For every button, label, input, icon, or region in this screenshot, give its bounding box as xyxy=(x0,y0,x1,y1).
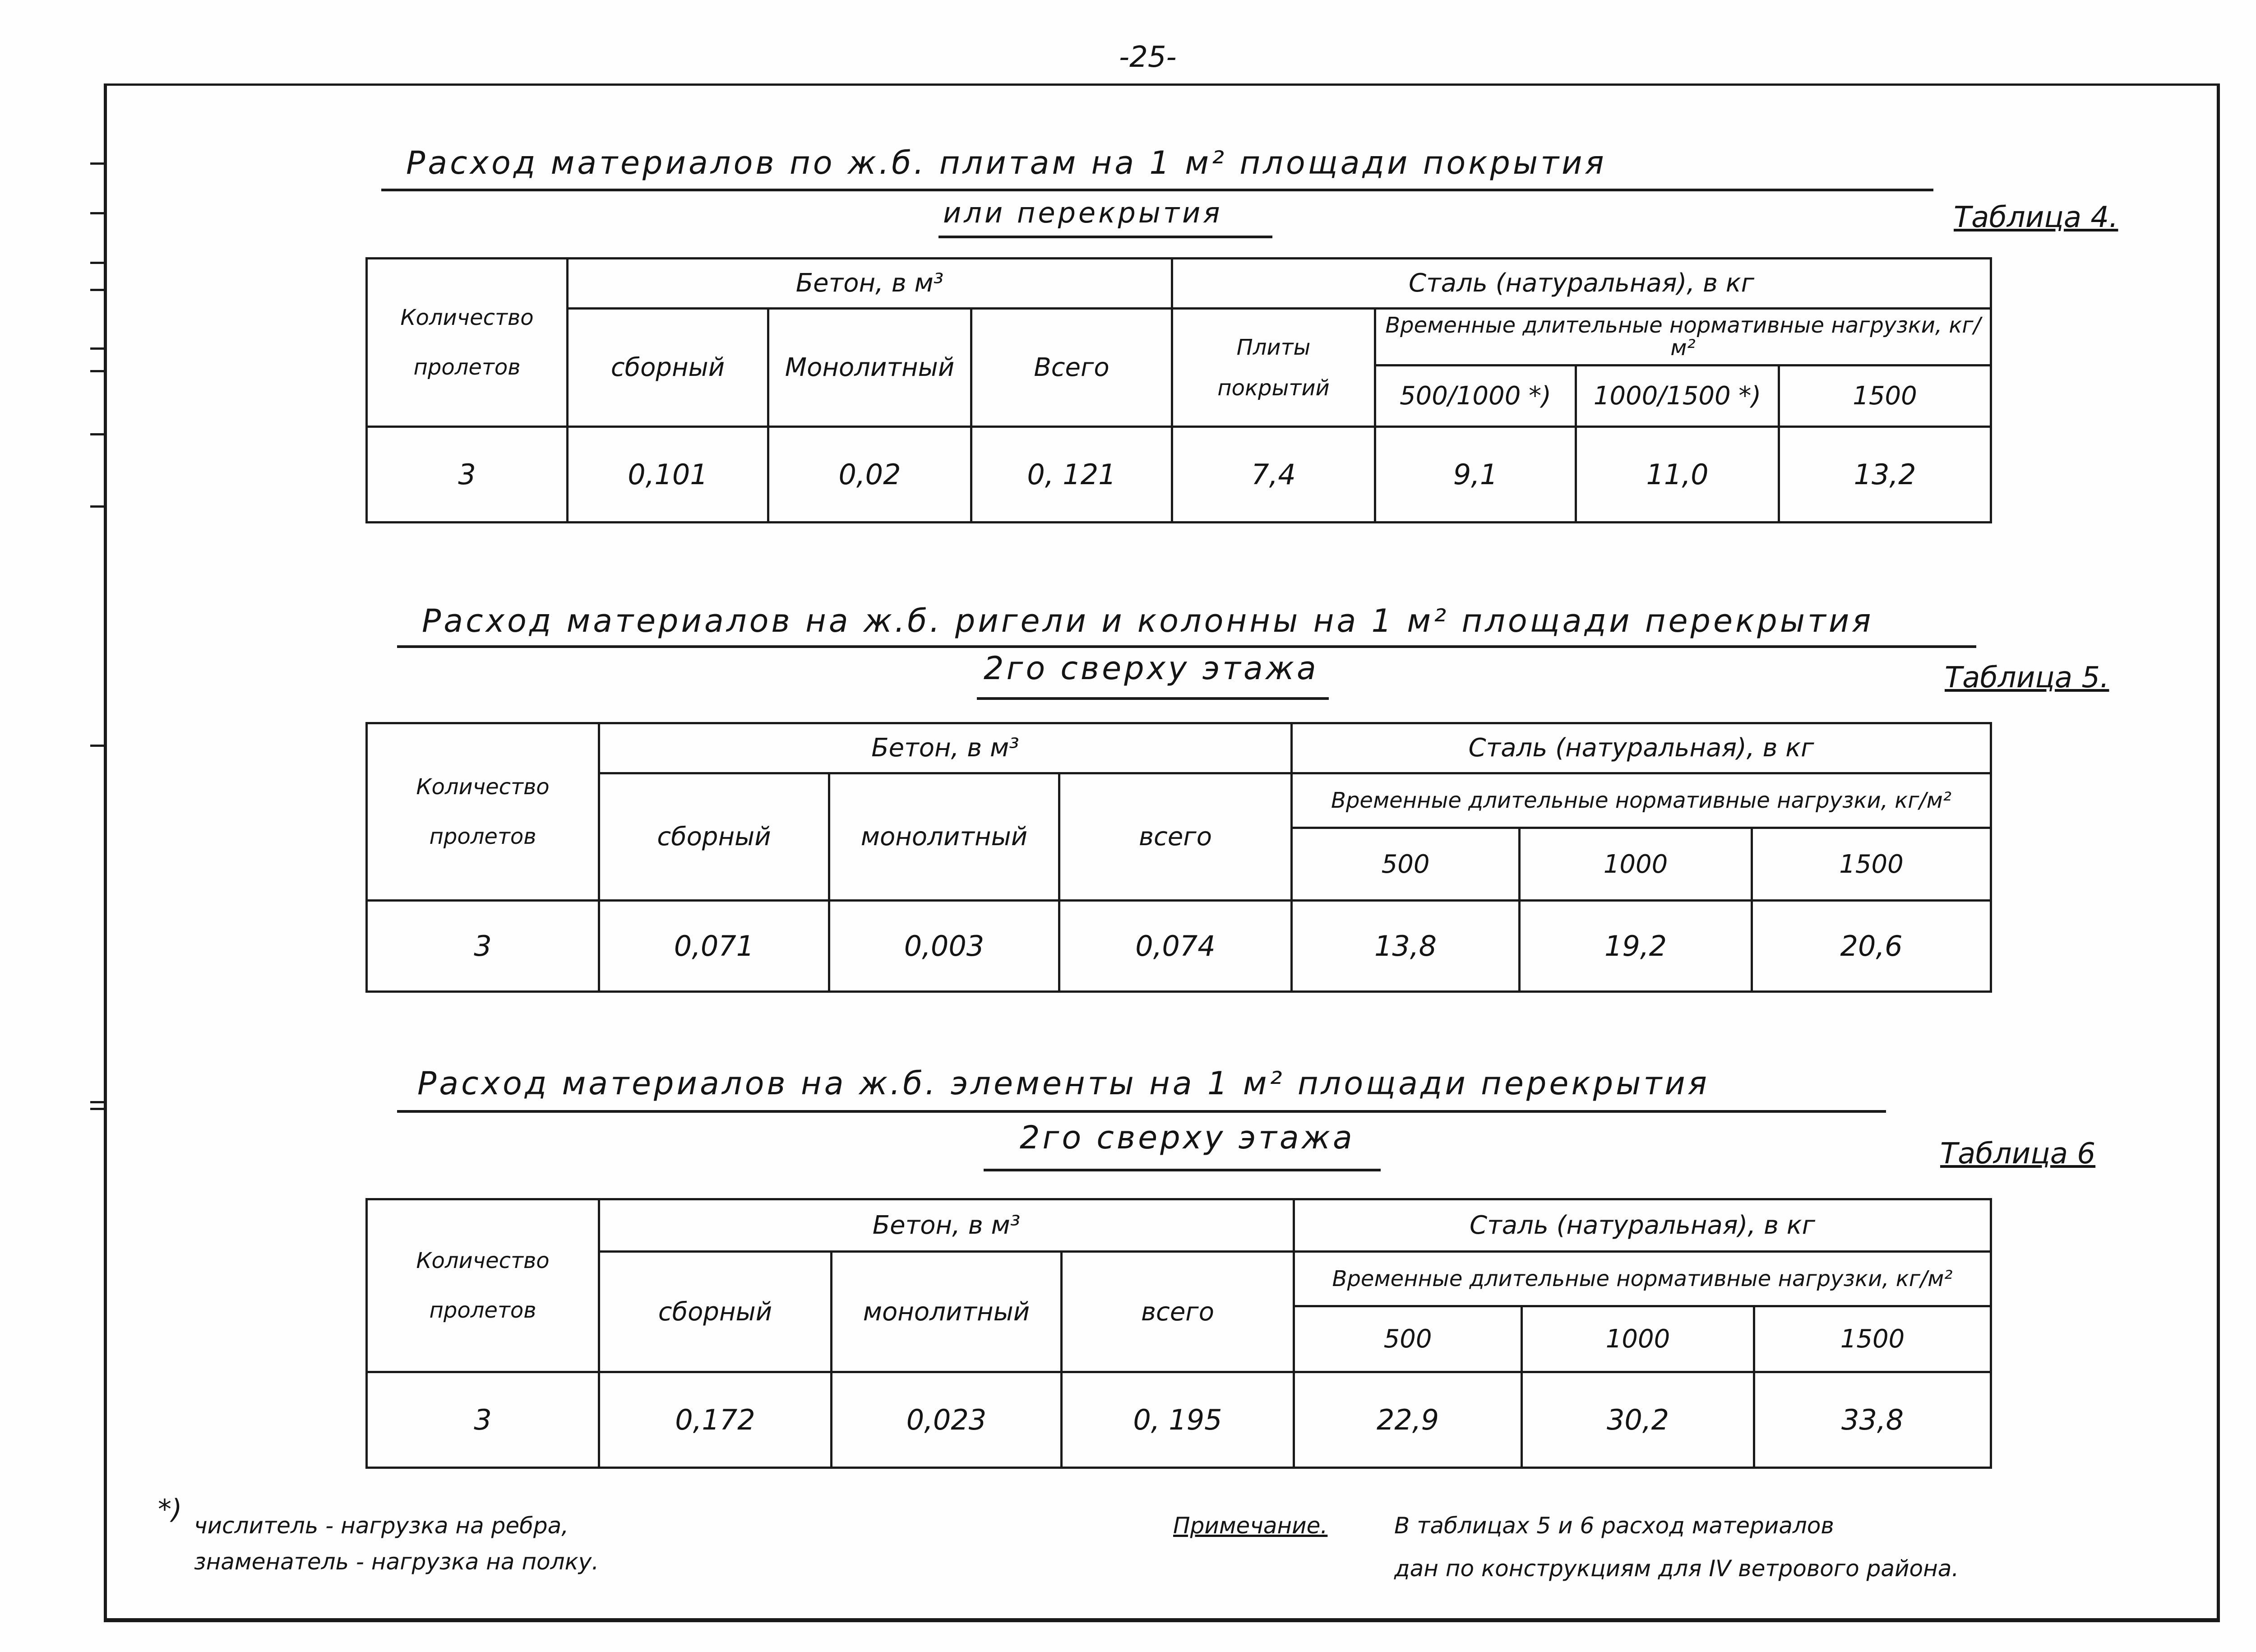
table-5 xyxy=(365,722,1992,993)
binding-tick xyxy=(90,745,104,747)
header-spans: Количество пролетов xyxy=(367,259,568,427)
cell-load-500: 9,1 xyxy=(1375,427,1576,523)
cell-slabs: 7,4 xyxy=(1172,427,1375,523)
cell-precast: 0,071 xyxy=(599,901,829,992)
header-load-col: 1500 xyxy=(1779,366,1991,427)
header-precast: сборный xyxy=(599,1251,832,1372)
header-total: всего xyxy=(1062,1251,1294,1372)
note-line-1: В таблицах 5 и 6 расход материалов xyxy=(1394,1513,1834,1539)
page-number: -25- xyxy=(1119,41,1177,74)
subtitle-underline xyxy=(984,1169,1381,1171)
binding-tick xyxy=(90,1101,104,1103)
table-5-label: Таблица 5. xyxy=(1945,661,2109,694)
footnote-line-1: числитель - нагрузка на ребра, xyxy=(194,1513,569,1539)
header-steel: Сталь (натуральная), в кг xyxy=(1292,723,1991,773)
header-monolithic: Монолитный xyxy=(768,308,971,426)
header-load-col: 500 xyxy=(1294,1306,1522,1372)
cell-precast: 0,101 xyxy=(568,427,768,523)
binding-tick xyxy=(90,262,104,264)
cell-spans: 3 xyxy=(367,1372,599,1468)
header-total: Всего xyxy=(971,308,1172,426)
table-6-label: Таблица 6 xyxy=(1940,1137,2096,1171)
cell-load-500: 22,9 xyxy=(1294,1372,1522,1468)
cell-monolithic: 0,023 xyxy=(832,1372,1062,1468)
binding-tick xyxy=(90,505,104,508)
header-total: всего xyxy=(1059,773,1292,900)
header-concrete: Бетон, в м³ xyxy=(599,723,1292,773)
cell-load-1000: 30,2 xyxy=(1522,1372,1754,1468)
header-concrete: Бетон, в м³ xyxy=(599,1199,1294,1252)
header-precast: сборный xyxy=(599,773,829,900)
binding-tick xyxy=(90,289,104,291)
header-concrete: Бетон, в м³ xyxy=(568,259,1172,309)
header-slabs: Плиты покрытий xyxy=(1172,308,1375,426)
table-4-label: Таблица 4. xyxy=(1954,201,2118,234)
header-steel: Сталь (натуральная), в кг xyxy=(1294,1199,1991,1252)
header-load-col: 500/1000 *) xyxy=(1375,366,1576,427)
header-spans: Количество пролетов xyxy=(367,1199,599,1372)
cell-monolithic: 0,003 xyxy=(829,901,1059,992)
cell-spans: 3 xyxy=(367,901,599,992)
binding-tick xyxy=(90,370,104,372)
binding-tick xyxy=(90,162,104,165)
note-line-2: дан по конструкциям для IV ветрового района. xyxy=(1394,1555,1959,1582)
note-label: Примечание. xyxy=(1173,1513,1328,1539)
table-5-title: Расход материалов на ж.б. ригели и колонны на 1 м² площади перекрытия xyxy=(422,602,1874,639)
binding-tick xyxy=(90,433,104,435)
cell-load-1500: 33,8 xyxy=(1754,1372,1991,1468)
header-loads: Временные длительные нормативные нагрузки, кг/м² xyxy=(1375,308,1991,365)
subtitle-underline xyxy=(938,236,1272,238)
header-load-col: 1500 xyxy=(1754,1306,1991,1372)
header-precast: сборный xyxy=(568,308,768,426)
cell-load-1500: 13,2 xyxy=(1779,427,1991,523)
footnote-marker: *) xyxy=(158,1494,182,1525)
cell-spans: 3 xyxy=(367,427,568,523)
binding-tick xyxy=(90,212,104,214)
header-monolithic: монолитный xyxy=(832,1251,1062,1372)
table-6 xyxy=(365,1198,1992,1469)
cell-total: 0,074 xyxy=(1059,901,1292,992)
header-monolithic: монолитный xyxy=(829,773,1059,900)
header-spans: Количество пролетов xyxy=(367,723,599,901)
header-loads: Временные длительные нормативные нагрузки, кг/м² xyxy=(1292,773,1991,828)
header-load-col: 500 xyxy=(1292,828,1520,900)
header-load-col: 1000 xyxy=(1520,828,1752,900)
cell-load-1500: 20,6 xyxy=(1752,901,1991,992)
cell-load-500: 13,8 xyxy=(1292,901,1520,992)
header-load-col: 1500 xyxy=(1752,828,1991,900)
header-loads: Временные длительные нормативные нагрузки, кг/м² xyxy=(1294,1251,1991,1306)
subtitle-underline xyxy=(977,697,1329,700)
header-load-col: 1000/1500 *) xyxy=(1576,366,1779,427)
binding-tick xyxy=(90,1108,104,1110)
table-4-subtitle: или перекрытия xyxy=(943,196,1223,229)
table-5-subtitle: 2го сверху этажа xyxy=(984,650,1319,687)
cell-monolithic: 0,02 xyxy=(768,427,971,523)
table-6-subtitle: 2го сверху этажа xyxy=(1020,1119,1355,1156)
binding-tick xyxy=(90,347,104,350)
title-underline xyxy=(397,645,1976,648)
cell-precast: 0,172 xyxy=(599,1372,832,1468)
cell-total: 0, 121 xyxy=(971,427,1172,523)
title-underline xyxy=(381,189,1933,191)
table-4 xyxy=(365,257,1992,523)
cell-load-1000: 19,2 xyxy=(1520,901,1752,992)
title-underline xyxy=(397,1110,1886,1113)
cell-load-1000: 11,0 xyxy=(1576,427,1779,523)
table-4-title: Расход материалов по ж.б. плитам на 1 м² площади покрытия xyxy=(406,144,1607,181)
header-load-col: 1000 xyxy=(1522,1306,1754,1372)
footnote-line-2: знаменатель - нагрузка на полку. xyxy=(194,1549,599,1575)
cell-total: 0, 195 xyxy=(1062,1372,1294,1468)
header-steel: Сталь (натуральная), в кг xyxy=(1172,259,1991,309)
table-6-title: Расход материалов на ж.б. элементы на 1 м² площади перекрытия xyxy=(417,1065,1710,1102)
